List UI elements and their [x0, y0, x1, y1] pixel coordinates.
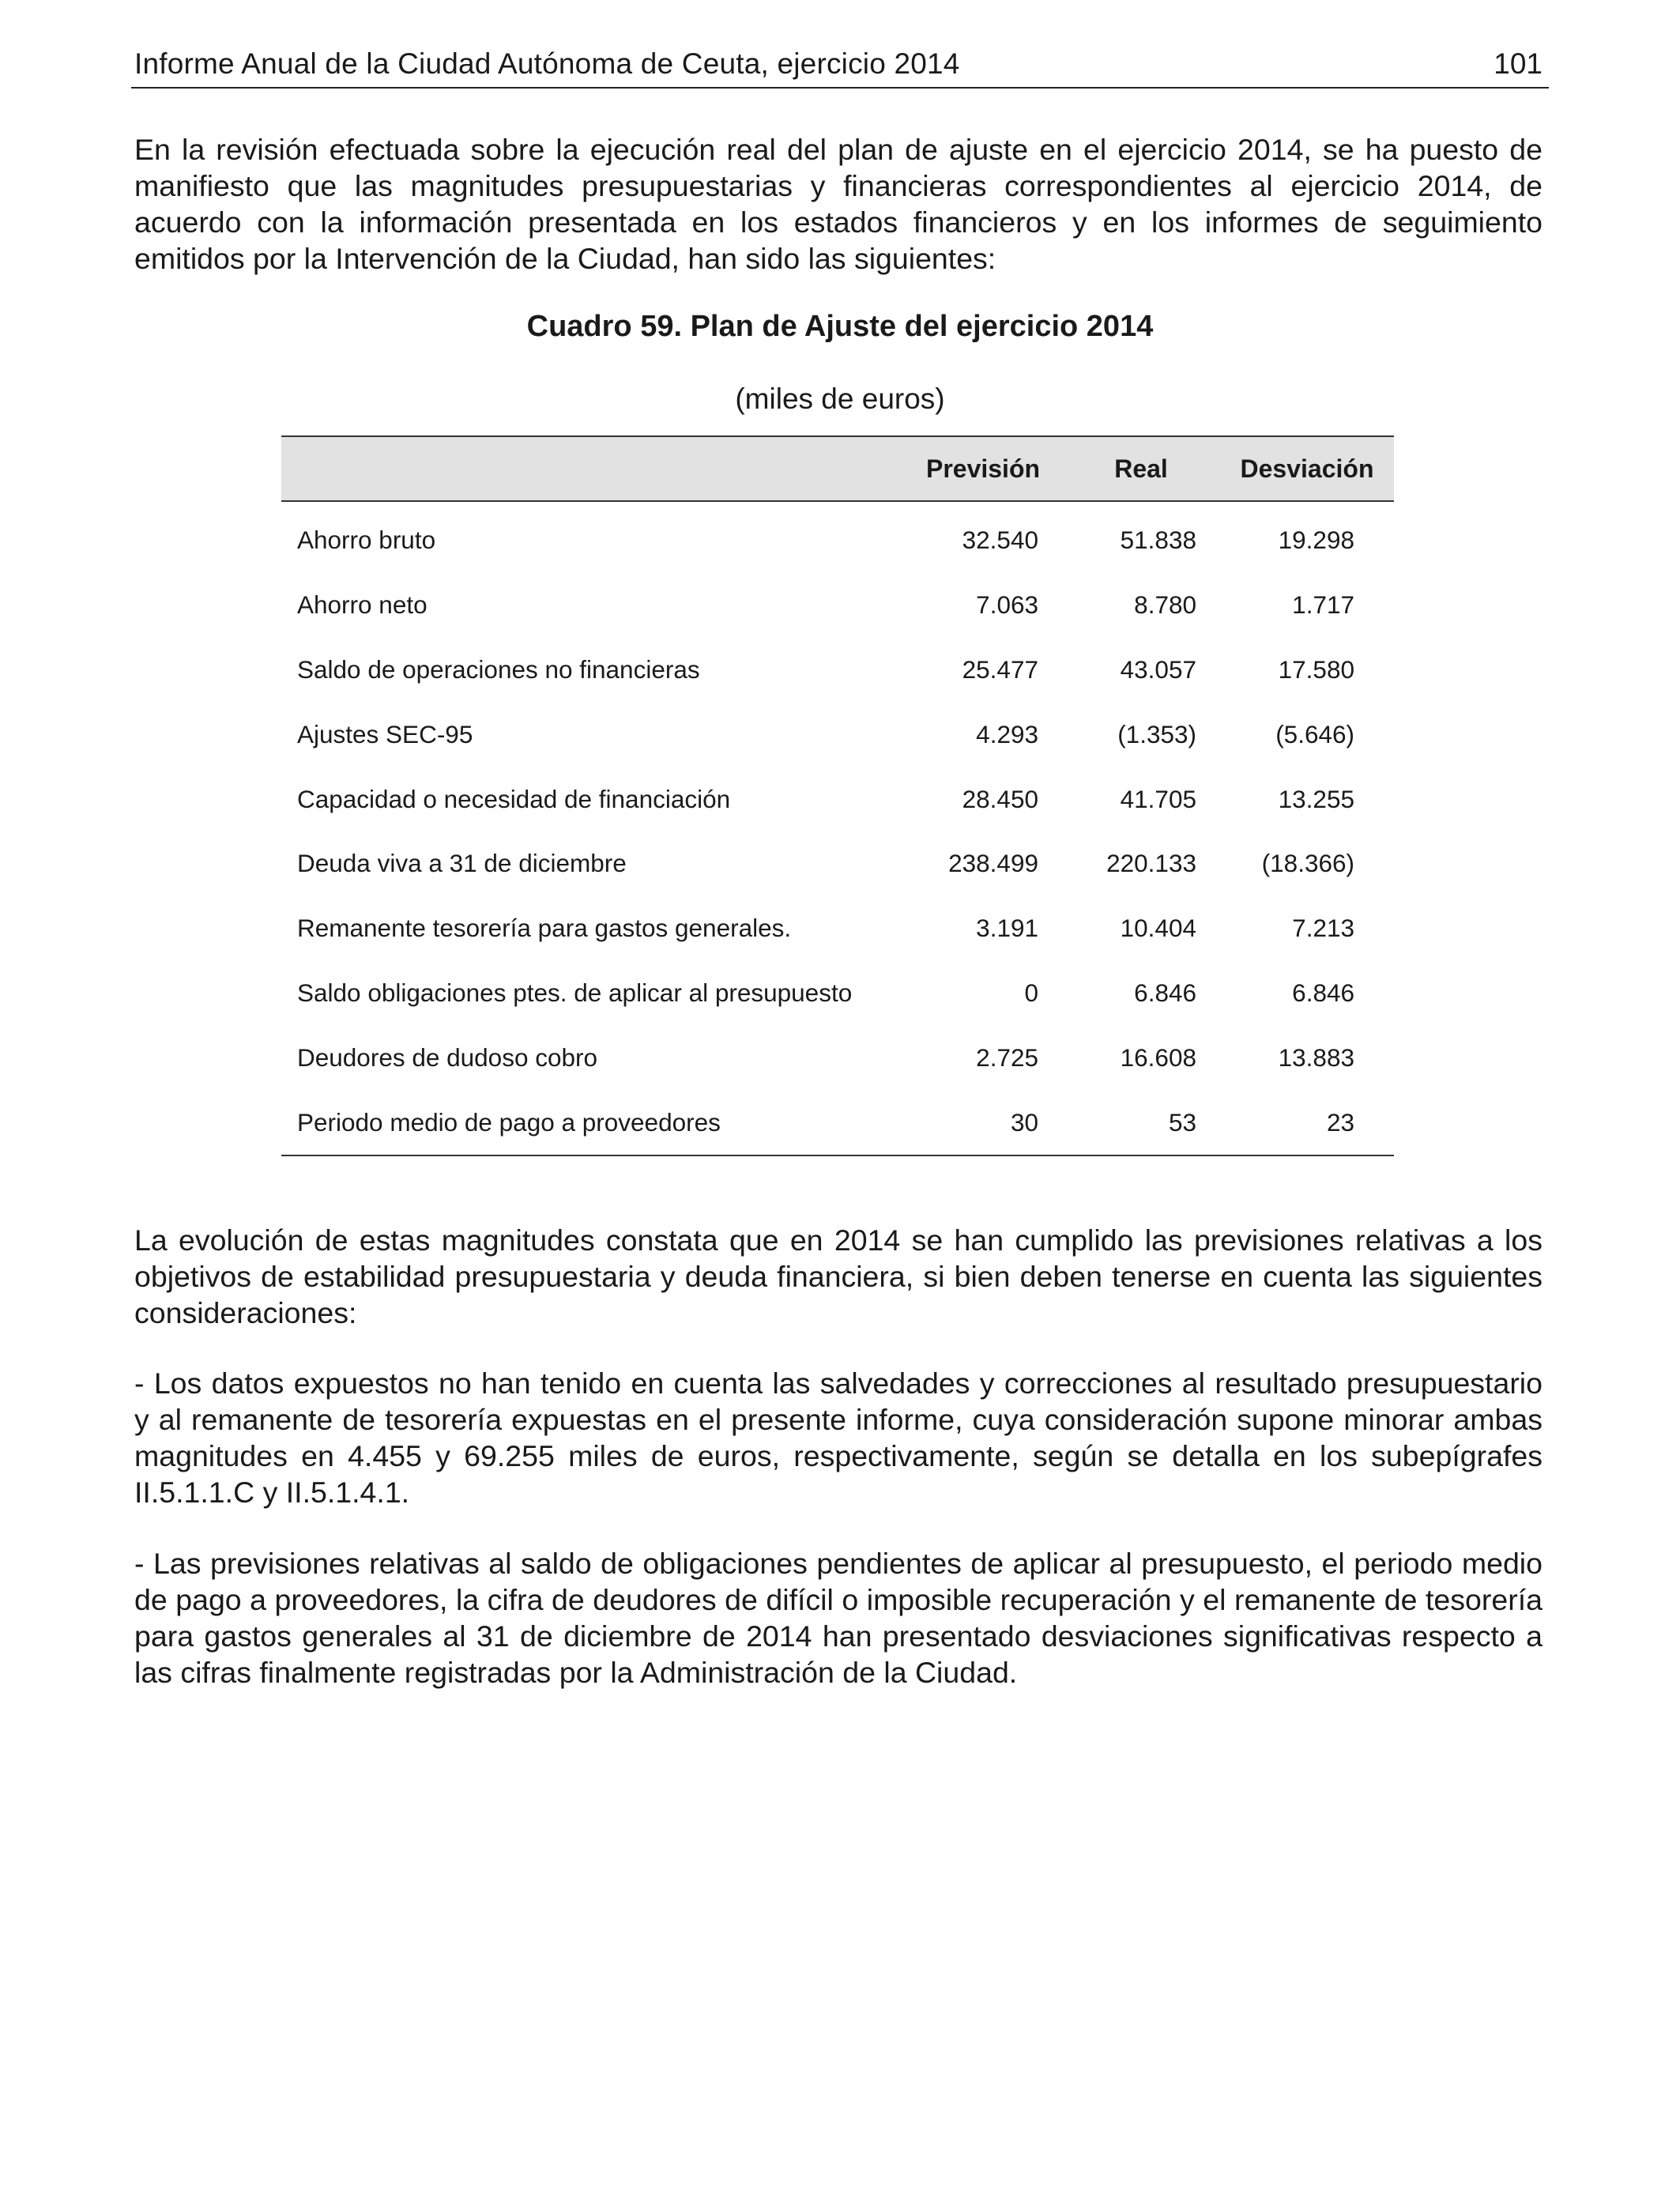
- table-row: [281, 638, 1394, 703]
- table-row: [281, 896, 1394, 961]
- table-title: Cuadro 59. Plan de Ajuste del ejercicio 2014: [526, 310, 1154, 343]
- table-row: [281, 831, 1394, 896]
- desviacion-cell: (18.366): [1261, 849, 1354, 878]
- table-row: [281, 961, 1394, 1026]
- real-cell: 41.705: [1120, 784, 1196, 813]
- consideration-paragraph-2: - Las previsiones relativas al saldo de obligaciones pendientes de aplicar al presupuesto, el periodo medio de pago a proveedores, la cifra de deudores de difícil o imposible recuperación y el remanente de tesorería para gastos generales al 31 de diciembre de 2014 han presentado desviaciones significativas respecto a las cifras finalmente registradas por la Administración de la Ciudad.: [134, 1547, 1543, 1689]
- real-cell: 53: [1062, 1090, 1220, 1155]
- desviacion-cell: 13.883: [1278, 1042, 1354, 1072]
- real-cell: 43.057: [1120, 654, 1196, 684]
- prevision-cell: 7.063: [976, 590, 1038, 620]
- desviacion-cell: 7.213: [1292, 914, 1354, 943]
- prevision-cell: 4.293: [976, 719, 1038, 748]
- column-header-desviacion: Desviación: [1240, 454, 1374, 483]
- column-header-prevision: Previsión: [925, 454, 1041, 483]
- row-label: Periodo medio de pago a proveedores: [281, 1090, 904, 1155]
- row-label: Saldo de operaciones no financieras: [297, 654, 700, 684]
- prevision-cell: 2.725: [976, 1042, 1038, 1072]
- table-row: [281, 702, 1394, 767]
- desviacion-cell: 17.580: [1278, 654, 1354, 684]
- row-label: Capacidad o necesidad de financiación: [297, 784, 731, 813]
- desviacion-cell: 23: [1220, 1090, 1394, 1155]
- table-unit: (miles de euros): [735, 383, 945, 415]
- prevision-cell: 30: [904, 1090, 1062, 1155]
- table-row: [281, 1025, 1394, 1090]
- real-cell: (1.353): [1117, 719, 1196, 748]
- table-row: [281, 1090, 1394, 1155]
- column-header-label: [281, 436, 904, 501]
- desviacion-cell: 13.255: [1278, 784, 1354, 813]
- row-label: Remanente tesorería para gastos generales.: [297, 914, 792, 943]
- table-row: [281, 501, 1394, 573]
- prevision-cell: 238.499: [948, 849, 1038, 878]
- row-label: Deudores de dudoso cobro: [297, 1042, 598, 1072]
- data-table: [281, 435, 1394, 1156]
- header-title: Informe Anual de la Ciudad Autónoma de Ceuta, ejercicio 2014: [134, 47, 960, 80]
- prevision-cell: 32.540: [962, 526, 1038, 555]
- conclusion-paragraph: La evolución de estas magnitudes constata que en 2014 se han cumplido las previsiones relativas a los objetivos de estabilidad presupuestaria y deuda financiera, si bien deben tenerse en cuenta las siguientes consideraciones:: [134, 1223, 1543, 1329]
- column-header-real: Real: [1114, 454, 1168, 483]
- real-cell: 8.780: [1134, 590, 1196, 620]
- desviacion-cell: 1.717: [1292, 590, 1354, 620]
- real-cell: 10.404: [1120, 914, 1196, 943]
- real-cell: 6.846: [1134, 978, 1196, 1007]
- consideration-paragraph-1: - Los datos expuestos no han tenido en cuenta las salvedades y correcciones al resultado presupuestario y al remanente de tesorería expuestas en el presente informe, cuya consideración supone minorar ambas magnitudes en 4.455 y 69.255 miles de euros, respectivamente, según se detalla en los subepígrafes II.5.1.1.C y II.5.1.4.1.: [134, 1367, 1543, 1509]
- table-header-row: [281, 436, 1394, 501]
- desviacion-cell: 19.298: [1278, 526, 1354, 555]
- real-cell: 51.838: [1120, 526, 1196, 555]
- desviacion-cell: (5.646): [1275, 719, 1354, 748]
- row-label: Ahorro bruto: [297, 526, 436, 555]
- prevision-cell: 3.191: [976, 914, 1038, 943]
- prevision-cell: 25.477: [962, 654, 1038, 684]
- row-label: Ajustes SEC-95: [297, 719, 473, 748]
- prevision-cell: 28.450: [962, 784, 1038, 813]
- row-label: Saldo obligaciones ptes. de aplicar al presupuesto: [297, 978, 853, 1007]
- desviacion-cell: 6.846: [1292, 978, 1354, 1007]
- page-number: 101: [1494, 47, 1543, 80]
- prevision-cell: 0: [1024, 978, 1038, 1007]
- real-cell: 16.608: [1120, 1042, 1196, 1072]
- plan-ajuste-table: [281, 435, 1394, 1156]
- page-header: [131, 46, 1549, 89]
- table-row: [281, 573, 1394, 638]
- intro-paragraph: En la revisión efectuada sobre la ejecución real del plan de ajuste en el ejercicio 2014, se ha puesto de manifiesto que las magnitudes presupuestarias y financieras correspondientes al ejercicio 2014, de acuerdo con la información presentada en los estados financieros y en los informes de seguimiento emitidos por la Intervención de la Ciudad, han sido las siguientes:: [134, 133, 1543, 275]
- row-label: Deuda viva a 31 de diciembre: [297, 849, 627, 878]
- table-row: [281, 767, 1394, 831]
- real-cell: 220.133: [1106, 849, 1196, 878]
- row-label: Ahorro neto: [297, 590, 428, 620]
